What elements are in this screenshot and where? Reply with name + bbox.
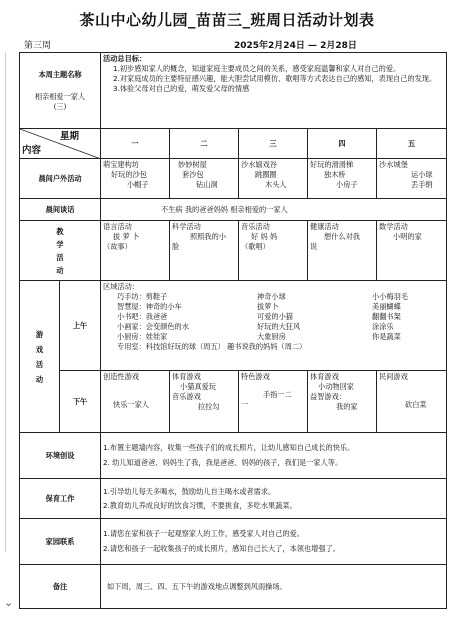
day-header-bottom: 内容 <box>22 145 42 156</box>
theme-sub: (三) <box>53 101 67 111</box>
environment-label: 环境创设 <box>20 433 101 479</box>
area-item: 神奇小球 <box>257 292 286 301</box>
goal-item: 2.对家庭成员的主要特征感兴趣，能大胆尝试用模仿、歌唱等方式表达自己的感知，表现自己的发现。 <box>113 74 437 83</box>
care-item: 2.教育幼儿养成良好的饮食习惯，不要挑食，多吃水果蔬菜。 <box>103 500 297 510</box>
pm-item: 音乐游戏 <box>172 392 201 401</box>
outdoor-item: 沙水嬉戏谷 <box>241 160 277 169</box>
teaching-cell-thu <box>308 221 377 281</box>
game-am-cell <box>101 281 447 371</box>
day-header-row <box>20 129 447 159</box>
day-header-corner <box>20 129 101 159</box>
teaching-cell-tue <box>170 221 239 281</box>
teaching-cell-fri <box>377 221 447 281</box>
day-header-top: 星期 <box>60 131 80 142</box>
area-item: 好玩的大狂风 <box>257 322 301 331</box>
teaching-row <box>20 221 447 281</box>
area-item: 拔萝卜 <box>257 302 279 311</box>
area-item: 你是蔬菜 <box>372 332 401 341</box>
pm-item: 拉拉勾 <box>198 402 220 411</box>
left-margin-line <box>5 52 6 552</box>
game-pm-cell-fri <box>377 371 447 433</box>
pm-item: 民间游戏 <box>379 372 408 381</box>
goal-item: 3.体验父母对自己的爱，萌发爱父母的情感 <box>113 84 250 93</box>
outdoor-item: 独木桥 <box>324 170 346 179</box>
teaching-item: 音乐活动 <box>241 222 270 231</box>
pm-item: 快乐一家人 <box>113 400 149 409</box>
outdoor-item: 萌宝建构坊 <box>103 160 139 169</box>
outdoor-cell-tue <box>170 159 239 199</box>
outdoor-item: 丢手绢 <box>411 180 433 189</box>
theme-header: 本周主题名称 <box>38 69 82 79</box>
pm-item: 特色游戏 <box>241 372 270 381</box>
note-label: 备注 <box>20 565 101 609</box>
teaching-item: 拔 萝 卜 <box>113 232 140 241</box>
special-room: 专用室：科技馆好玩的球（周五） 趣书说我的妈妈（周二） <box>117 342 307 351</box>
teaching-item: （故事） <box>103 242 132 251</box>
theme-name: 相亲相爱一家人 <box>34 91 86 101</box>
day-wed: 三 <box>239 129 308 159</box>
chevron-down-icon[interactable]: ⌄ <box>4 596 14 609</box>
teaching-label-char: 动 <box>56 265 64 275</box>
game-am-label: 上午 <box>60 281 101 371</box>
game-pm-cell-wed <box>239 371 308 433</box>
environment-cell <box>101 433 447 479</box>
game-label <box>20 281 60 433</box>
date-range: 2025年2月24日 — 2月28日 <box>234 41 357 51</box>
week-label: 第三周 <box>24 41 52 51</box>
outdoor-item: 跳圈圈 <box>255 170 277 179</box>
teaching-item: 数学活动 <box>379 222 408 231</box>
game-pm-cell-thu <box>308 371 377 433</box>
game-label-char: 动 <box>35 374 44 384</box>
environment-item: 2. 幼儿知道爸爸、妈妈生了我，我是爸爸、妈妈的孩子，我们是一家人等。 <box>103 458 343 467</box>
goals-cell <box>101 53 447 129</box>
area-item: 小厨房：娃娃家 <box>117 332 168 341</box>
pm-item: 砍白菜 <box>405 400 427 409</box>
area-item: 小画家：会变颜色的水 <box>117 322 189 331</box>
pm-item: 一 <box>241 400 249 409</box>
area-item: 小小梅羽毛 <box>372 292 408 301</box>
care-row <box>20 479 447 519</box>
area-item: 巧手坊：剪鞋子 <box>117 292 168 301</box>
game-pm-cell-mon <box>101 371 170 433</box>
teaching-item: 科学活动 <box>172 222 201 231</box>
theme-cell <box>20 53 101 129</box>
pm-item: 手指一二 <box>263 390 292 399</box>
teaching-item: 照照我的小 <box>190 232 226 241</box>
day-tue: 二 <box>170 129 239 159</box>
environment-item: 1.布置主题墙内容，收集一些孩子们的成长照片，让幼儿感知自己成长的快乐。 <box>103 443 355 452</box>
teaching-item: 语言活动 <box>103 222 132 231</box>
note-row <box>20 565 447 609</box>
outdoor-item: 小房子 <box>336 180 358 189</box>
outdoor-item: 沙水城堡 <box>379 160 408 169</box>
outdoor-label: 晨间户外活动 <box>20 159 101 199</box>
talk-text: 不生病 我的爸爸妈妈 相亲相爱的一家人 <box>101 199 447 221</box>
teaching-label-char: 教 <box>56 226 64 236</box>
game-am-row <box>20 281 447 371</box>
teaching-item: （歌唱） <box>241 242 270 251</box>
teaching-item: 说 <box>310 242 318 251</box>
day-fri: 五 <box>377 129 447 159</box>
game-label-char: 活 <box>35 359 44 369</box>
environment-row <box>20 433 447 479</box>
care-item: 1.引导幼儿每天多喝水，鼓励幼儿自主喝水或者需求。 <box>103 486 276 496</box>
game-pm-row <box>20 371 447 433</box>
teaching-label-char: 学 <box>56 239 64 249</box>
family-label: 家园联系 <box>20 519 101 565</box>
pm-item: 体育游戏 <box>172 372 201 381</box>
outdoor-cell-fri <box>377 159 447 199</box>
talk-row <box>20 199 447 221</box>
teaching-item: 想什么对我 <box>324 232 360 241</box>
care-label: 保育工作 <box>20 479 101 519</box>
outdoor-item: 钻山洞 <box>196 180 218 189</box>
pm-item: 创造性游戏 <box>103 372 139 381</box>
teaching-item: 好 妈 妈 <box>251 232 278 241</box>
activity-plan-table <box>19 52 447 609</box>
family-item: 1.请您在家和孩子一起观察家人的工作，感受家人对自己的爱。 <box>103 529 304 538</box>
note-text: 如下周，周三、四、五下午的游戏地点调整到风雨操场。 <box>101 565 447 609</box>
care-cell <box>101 479 447 519</box>
teaching-item: 健康活动 <box>310 222 339 231</box>
outdoor-item: 木头人 <box>265 180 287 189</box>
teaching-label <box>20 221 101 281</box>
teaching-cell-wed <box>239 221 308 281</box>
goal-item: 1.初步感知家人的概念，知道家庭主要成员之间的关系，感受家庭温馨和家人对自己的爱。 <box>113 64 401 73</box>
area-grid <box>103 292 444 342</box>
outdoor-row <box>20 159 447 199</box>
outdoor-item: 套沙包 <box>182 170 204 179</box>
page-title: 茶山中心幼儿园_苗苗三_班周日活动计划表 <box>79 11 375 29</box>
family-cell <box>101 519 447 565</box>
outdoor-item: 好玩的沙包 <box>111 170 147 179</box>
teaching-cell-mon <box>101 221 170 281</box>
family-item: 2.请您和孩子一起收集孩子的成长照片，感知自己长大了，本领也增强了。 <box>103 544 340 553</box>
game-label-char: 戏 <box>35 344 44 354</box>
area-item: 翻翻书架 <box>372 312 401 321</box>
game-pm-cell-tue <box>170 371 239 433</box>
family-row <box>20 519 447 565</box>
area-item: 美丽蝴蝶 <box>372 302 401 311</box>
outdoor-cell-wed <box>239 159 308 199</box>
pm-item: 小动物回家 <box>318 382 354 391</box>
theme-row <box>20 53 447 129</box>
day-thu: 四 <box>308 129 377 159</box>
teaching-item: 小明的家 <box>393 232 422 241</box>
pm-item: 我的家 <box>336 402 358 411</box>
outdoor-cell-mon <box>101 159 170 199</box>
pm-item: 体育游戏 <box>310 372 339 381</box>
teaching-item: 脸 <box>172 242 180 251</box>
pm-item: 小猫真爱玩 <box>180 382 216 391</box>
area-item: 小书吧：我爸爸 <box>117 312 168 321</box>
game-label-char: 游 <box>35 329 44 339</box>
pm-item: 益智游戏： <box>310 392 346 401</box>
area-item: 智慧屋：神奇的小车 <box>117 302 182 311</box>
outdoor-item: 小帽子 <box>127 180 149 189</box>
area-item: 可爱的小猫 <box>257 312 293 321</box>
outdoor-item: 妙妙树屋 <box>178 160 207 169</box>
area-item: 大象厨房 <box>257 332 286 341</box>
outdoor-cell-thu <box>308 159 377 199</box>
goals-header: 活动总目标： <box>103 54 147 63</box>
outdoor-item: 运小球 <box>411 170 433 179</box>
teaching-label-char: 活 <box>56 252 64 262</box>
area-head: 区域活动： <box>103 282 139 291</box>
outdoor-item: 好玩的滑滑梯 <box>310 160 354 169</box>
day-mon: 一 <box>101 129 170 159</box>
area-item: 涂涂乐 <box>372 322 394 331</box>
game-pm-label: 下午 <box>60 371 101 433</box>
talk-label: 晨间谈话 <box>20 199 101 221</box>
